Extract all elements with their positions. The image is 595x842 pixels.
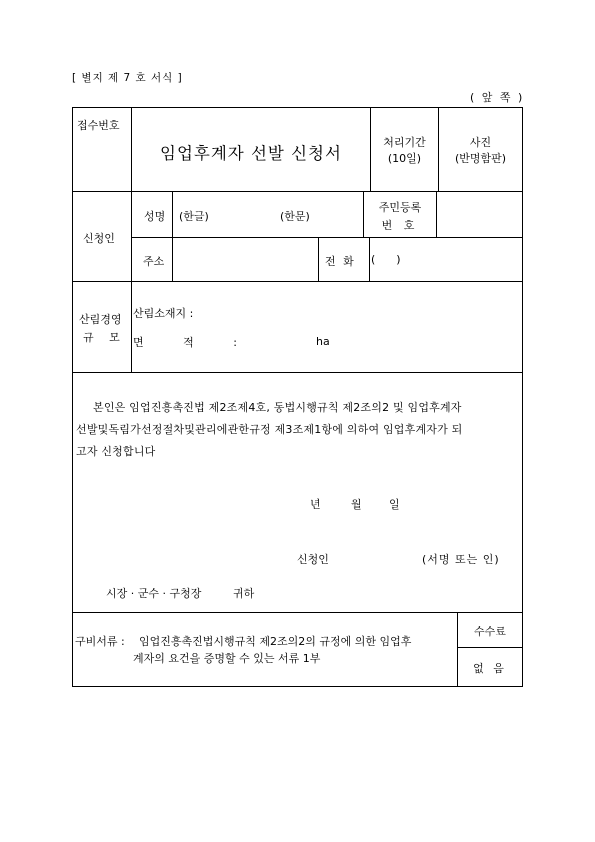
forest-location-label: 산림소재지 : [133, 307, 194, 320]
divider-statement [73, 612, 522, 613]
date-month-label: 월 [351, 498, 362, 511]
name-korean-field[interactable]: (한글) [179, 210, 209, 223]
divider-applicant [73, 281, 522, 282]
signature-field[interactable]: (서명 또는 인) [422, 553, 500, 566]
vline-address-end [318, 237, 319, 281]
forest-size-label-2: 규 모 [83, 331, 126, 344]
phone-area-code-field[interactable]: ( ) [371, 253, 401, 266]
vline-phone-label [369, 237, 370, 281]
required-documents-line-2: 계자의 요건을 증명할 수 있는 서류 1부 [133, 652, 321, 665]
name-label: 성명 [144, 210, 166, 223]
applicant-section-label: 신청인 [83, 232, 115, 245]
divider-fee [457, 647, 522, 648]
statement-line-3: 고자 신청합니다 [76, 445, 156, 458]
vline-forest [131, 281, 132, 372]
date-day-label: 일 [389, 498, 400, 511]
phone-label: 전 화 [325, 255, 356, 268]
forest-area-label: 면 적 : [133, 336, 255, 349]
required-documents-line-1: 임업진흥촉진법시행규칙 제2조의2의 규정에 의한 임업후 [139, 635, 412, 648]
name-hanja-field[interactable]: (한문) [280, 210, 310, 223]
receipt-number-label: 접수번호 [77, 119, 120, 132]
divider-forest [73, 372, 522, 373]
application-form [72, 107, 523, 687]
front-side-label: ( 앞 쪽 ) [470, 91, 525, 104]
vline-rrn-label [436, 191, 437, 237]
rrn-label: 주민등록 [378, 201, 422, 214]
forest-size-label: 산림경영 [79, 313, 122, 326]
divider-header [73, 191, 522, 192]
photo-label: 사진 [469, 136, 492, 149]
photo-size-note: (반명함판) [454, 152, 507, 165]
divider-name-row [131, 237, 522, 238]
statement-line-2: 선발및독림가선정절차및관리에관한규정 제3조제1항에 의하여 임업후계자가 되 [76, 423, 463, 436]
addressee-label: 시장 · 군수 · 구청장 [106, 587, 202, 600]
processing-period-label: 처리기간 [383, 136, 426, 149]
vline-field-labels [172, 191, 173, 281]
vline-applicant [131, 191, 132, 281]
honorific-label: 귀하 [233, 587, 255, 600]
fee-label: 수수료 [474, 625, 506, 638]
fee-value: 없 음 [473, 662, 507, 675]
signer-label: 신청인 [297, 553, 329, 566]
forest-area-unit: ha [316, 335, 330, 348]
required-documents-label: 구비서류 : [75, 635, 125, 648]
address-label: 주소 [143, 255, 165, 268]
form-title: 임업후계자 선발 신청서 [160, 144, 342, 163]
statement-line-1: 본인은 임업진흥촉진법 제2조제4호, 동법시행규칙 제2조의2 및 임업후계자 [93, 401, 462, 414]
date-year-label: 년 [310, 498, 321, 511]
form-number-label: [ 별지 제 7 호 서식 ] [72, 72, 183, 84]
rrn-label-no: 번 호 [381, 219, 419, 232]
processing-period-value: (10일) [387, 152, 422, 165]
